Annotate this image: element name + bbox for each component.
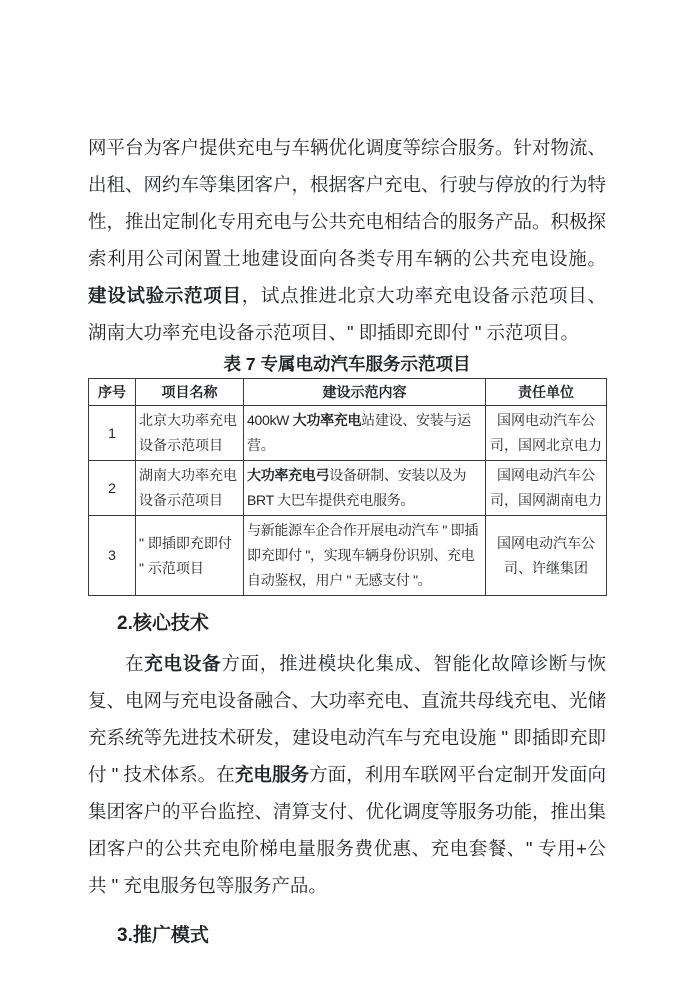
demo-projects-table [88, 378, 607, 596]
table-row [89, 406, 607, 461]
core-technology-paragraph: 在充电设备方面，推进模块化集成、智能化故障诊断与恢复、电网与充电设备融合、大功率充电、直流共母线充电、光储充系统等先进技术研发，建设电动汽车与充电设施 " 即插即充即付 " 技术体系。在充电服务方面，利用车联网平台定制开发面向集团客户的平台监控、清算支付、优化调度等服务功能，推出集团客户的公共充电阶梯电量服务费优惠、充电套餐、" 专用+公共 " 充电服务包等服务产品。 [88, 653, 607, 896]
table-row [89, 461, 607, 516]
table-row [89, 516, 607, 596]
row3-demo-content: 与新能源车企合作开展电动汽车 " 即插即充即付 "，实现车辆身份识别、充电自动鉴权，用户 " 无感支付 "。 [244, 516, 486, 596]
heading-promotion-model: 3.推广模式 [117, 925, 209, 946]
table-caption: 表 7 专属电动汽车服务示范项目 [223, 354, 471, 374]
row1-project-name: 北京大功率充电设备示范项目 [136, 406, 244, 461]
row2-project-name: 湖南大功率充电设备示范项目 [136, 461, 244, 516]
intro-paragraph: 网平台为客户提供充电与车辆优化调度等综合服务。针对物流、出租、网约车等集团客户，根据客户充电、行驶与停放的行为特性，推出定制化专用充电与公共充电相结合的服务产品。积极探索利用公司闲置土地建设面向各类专用车辆的公共充电设施。建设试验示范项目，试点推进北京大功率充电设备示范项目、湖南大功率充电设备示范项目、" 即插即充即付 " 示范项目。 [88, 137, 607, 343]
table-header-row [89, 379, 607, 406]
row3-project-name: " 即插即充即付 " 示范项目 [136, 516, 244, 596]
page-content [88, 129, 606, 957]
header-project-name: 项目名称 [136, 379, 244, 406]
header-serial-no: 序号 [89, 379, 136, 406]
row2-serial-no: 2 [89, 461, 136, 516]
header-demo-content: 建设示范内容 [244, 379, 486, 406]
header-responsible-unit: 责任单位 [486, 379, 607, 406]
row1-responsible-unit: 国网电动汽车公司，国网北京电力 [486, 406, 607, 461]
row1-serial-no: 1 [89, 406, 136, 461]
heading-core-technology: 2.核心技术 [117, 613, 209, 634]
row2-demo-content: 大功率充电弓设备研制、安装以及为 BRT 大巴车提供充电服务。 [244, 461, 486, 516]
row2-responsible-unit: 国网电动汽车公司，国网湖南电力 [486, 461, 607, 516]
row1-demo-content: 400kW 大功率充电站建设、安装与运营。 [244, 406, 486, 461]
row3-responsible-unit: 国网电动汽车公司、许继集团 [486, 516, 607, 596]
row3-serial-no: 3 [89, 516, 136, 596]
